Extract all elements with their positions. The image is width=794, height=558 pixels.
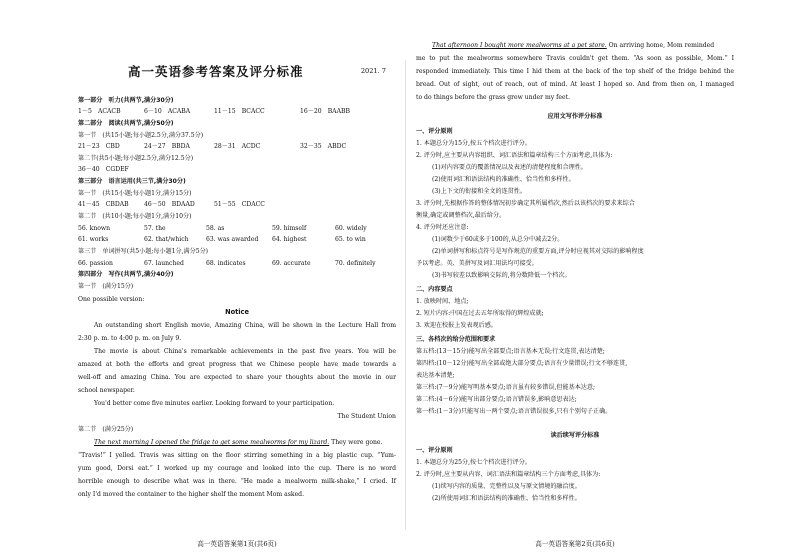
rule-line: 衡量,确定或调整档次,最后给分。 (416, 212, 506, 219)
rule-line: 2. 评分时,应主要从内容组织、词汇语法和篇章结构三个方面考虑,具体为: (416, 152, 613, 159)
level-line: 第三档:(7－9分)能写明基本要点;语言虽有较多错误,但能基本达意; (416, 384, 596, 391)
story-text: They were gone. (329, 439, 383, 446)
part2-section1: 第一节 (共15小题;每小题2.5分,满分37.5分) (78, 132, 204, 139)
notice-line: The movie is about China's remarkable achievements in the past five years. You will be (94, 348, 396, 355)
rule-line: 2. 评分时,应主要从内容、词汇语法和篇章结构三个方面考虑,具体为: (416, 471, 601, 478)
story-line: yum good, Dorsi eat.” I worked up my courage and looked into the cup. There is no word (78, 465, 396, 472)
spelling-answer: 68. indicates (206, 260, 246, 267)
spelling-answer: 67. launched (144, 260, 184, 267)
grammar-answer: 56. known (78, 225, 111, 232)
level-line: 第五档:(13－15分)能写出全部要点;语言基本无误;行文连贯,表达清楚; (416, 348, 605, 355)
title-row (78, 62, 396, 80)
given-sentence: That afternoon I bought more mealworms at a pet store. (432, 42, 607, 49)
rule-line: (2)使用词汇和语法结构的准确性、恰当性和多样性。 (432, 176, 575, 183)
story-line: responded immediately. This time I hid them at the back of the top shelf of the fridge behind the (416, 68, 734, 75)
rule-line: 4. 评分时还应注意: (416, 224, 469, 231)
level-line: 第二档:(4－6分)能写出部分要点;语言错误多,影响意思表达; (416, 396, 577, 403)
grammar-answer: 58. as (206, 225, 225, 232)
rule-line: (3)上下文的衔接和全文的连贯性。 (432, 188, 526, 195)
part3-section3: 第三节 单词拼写(共5小题;每小题1分,满分5分) (78, 248, 209, 255)
level-line: 第四档:(10－12分)能写出全部或绝大部分要点;语言有少量错误;行文不够连贯, (416, 360, 628, 367)
rule-line: (1)词数少于60或多于100的,从总分中减去2分。 (432, 236, 564, 243)
part3-heading: 第三部分 语言运用(共三节,满分30分) (78, 178, 186, 185)
part4-section1: 第一节 (满分15分) (78, 283, 134, 290)
seven-choose-five-answers: 36－40 CGDEF (78, 166, 129, 173)
answer-page-2 (416, 0, 734, 558)
one-possible-version: One possible version: (78, 296, 145, 303)
notice-title: Notice (225, 308, 249, 316)
page-divider (405, 60, 406, 530)
grammar-answer: 57. the (144, 225, 166, 232)
notice-line: 2:30 p. m. to 4:00 p. m. on July 9. (78, 335, 182, 342)
rule-line: (2)所使用词汇和语法结构的准确性、恰当性和多样性。 (432, 495, 581, 502)
notice-line: well-off and amazing China. You are expected to share your thoughts about the movie in our (78, 374, 396, 381)
answer-group: 28－31 ACDC (214, 143, 261, 150)
part1-heading: 第一部分 听力(共两节,满分30分) (78, 97, 174, 104)
grammar-answer: 63. was awarded (206, 236, 259, 243)
grammar-answer: 60. widely (335, 225, 367, 232)
rule-line: (1)续写内容的质量、完整性以及与原文情境的融洽度。 (432, 483, 581, 490)
story-line: “Travis!” I yelled. Travis was sitting on the floor stirring something in a big plastic cup. “Yum- (78, 452, 396, 459)
answer-group: 1－5 ACACB (78, 108, 121, 115)
part3-section1: 第一节 (共15小题;每小题1分,满分15分) (78, 190, 192, 197)
part3-section2: 第二节 (共10小题;每小题1分,满分10分) (78, 213, 192, 220)
grammar-answer: 59. himself (272, 225, 307, 232)
level-line: 表达基本清楚; (416, 372, 455, 379)
page-footer: 高一英语答案第1页(共6页) (197, 540, 277, 548)
continuation-writing-criteria-title: 读后续写评分标准 (550, 432, 600, 439)
section-heading: 三、各档次的给分范围和要求 (416, 336, 496, 343)
answer-group: 41－45 CBDAB (78, 201, 129, 208)
content-point: 2. 短片内容:中国在过去五年所取得的辉煌成就; (416, 310, 544, 317)
story-text: On arriving home, Mom reminded (606, 42, 715, 49)
story-line: horrible enough to describe what was in there. “He made a mealworm milk-shake,” I cried. If (78, 478, 396, 485)
notice-line: An outstanding short English movie, Amazing China, will be shown in the Lecture Hall from (94, 322, 396, 329)
content-point: 3. 欢迎在校报上发表观后感。 (416, 322, 497, 329)
part2-section2: 第二节(共5小题;每小题2.5分,满分12.5分) (78, 155, 194, 162)
spelling-answer: 69. accurate (272, 260, 311, 267)
story-line: to do things before the grass grew under my feet. (416, 94, 571, 101)
part4-heading: 第四部分 写作(共两节,满分40分) (78, 271, 174, 278)
answer-group: 51－55 CDACC (214, 201, 265, 208)
document-date: 2021. 7 (360, 67, 386, 75)
story-second-sentence (416, 42, 734, 49)
rule-line: 3. 评分时,先根据作答的整体情况初步确定其所属档次,然后以该档次的要求来综合 (416, 200, 635, 207)
notice-line: school newspaper. (78, 387, 135, 394)
part2-heading: 第二部分 阅读(共两节,满分50分) (78, 120, 174, 127)
section-heading: 一、评分原则 (416, 128, 453, 135)
level-line: 第一档:(1－3分)只能写出一两个要点;语言错误很多,只有个别句子正确。 (416, 408, 612, 415)
section-heading: 一、评分原则 (416, 447, 453, 454)
spelling-answer: 66. passion (78, 260, 113, 267)
answer-group: 21－23 CBD (78, 143, 120, 150)
story-first-sentence (78, 439, 396, 446)
page-footer: 高一英语答案第2页(共6页) (535, 540, 615, 548)
content-point: 1. 放映时间、地点; (416, 298, 469, 305)
answer-group: 32－35 ABDC (300, 143, 347, 150)
rule-line: (2)单词拼写和标点符号是写作规范的重要方面,评分时应视其对交际的影响程度 (432, 248, 644, 255)
notice-line: You'd better come five minutes earlier. Looking forward to your participation. (94, 400, 335, 407)
rule-line: 1. 本题总分为15分,按五个档次进行评分。 (416, 140, 531, 147)
rule-line: (1)对内容要点的覆盖情况以及表述的清楚程度和合理性。 (432, 164, 587, 171)
given-sentence: The next morning I opened the fridge to get some mealworms for my lizard. (94, 439, 330, 446)
answer-group: 6－10 ACABA (144, 108, 191, 115)
story-line: only I'd moved the container to the higher shelf the moment Mom asked. (78, 491, 305, 498)
answer-group: 16－20 BAABB (300, 108, 350, 115)
spelling-answer: 70. definitely (335, 260, 376, 267)
story-line: bread. Out of sight, out of reach, out of mind. At least I hoped so. And from then on, I managed (416, 81, 734, 88)
grammar-answer: 65. to win (335, 236, 366, 243)
grammar-answer: 62. that/which (144, 236, 189, 243)
answer-page-1 (78, 0, 396, 558)
answer-group: 46－50 BDAAD (144, 201, 195, 208)
section-heading: 二、内容要点 (416, 286, 453, 293)
applied-writing-criteria-title: 应用文写作评分标准 (547, 113, 603, 120)
rule-line: (3)书写较差以致影响交际的,将分数降低一个档次。 (432, 272, 571, 279)
document-title: 高一英语参考答案及评分标准 (128, 64, 304, 79)
notice-line: amazed at both the efforts and great progress that we Chinese people have made towards a (78, 361, 396, 368)
story-line: me to put the mealworms somewhere Travis couldn't get them. “As soon as possible, Mom.” I (416, 55, 734, 62)
grammar-answer: 61. works (78, 236, 109, 243)
answer-group: 11－15 BCACC (214, 108, 265, 115)
part4-section2: 第二节 (满分25分) (78, 426, 134, 433)
notice-signature: The Student Union (337, 413, 396, 420)
rule-line: 予以考虑。英、美拼写及词汇用法均可接受。 (416, 260, 538, 267)
answer-group: 24－27 BBDA (144, 143, 190, 150)
grammar-answer: 64. highest (272, 236, 307, 243)
rule-line: 1. 本题总分为25分,按七个档次进行评分。 (416, 459, 531, 466)
